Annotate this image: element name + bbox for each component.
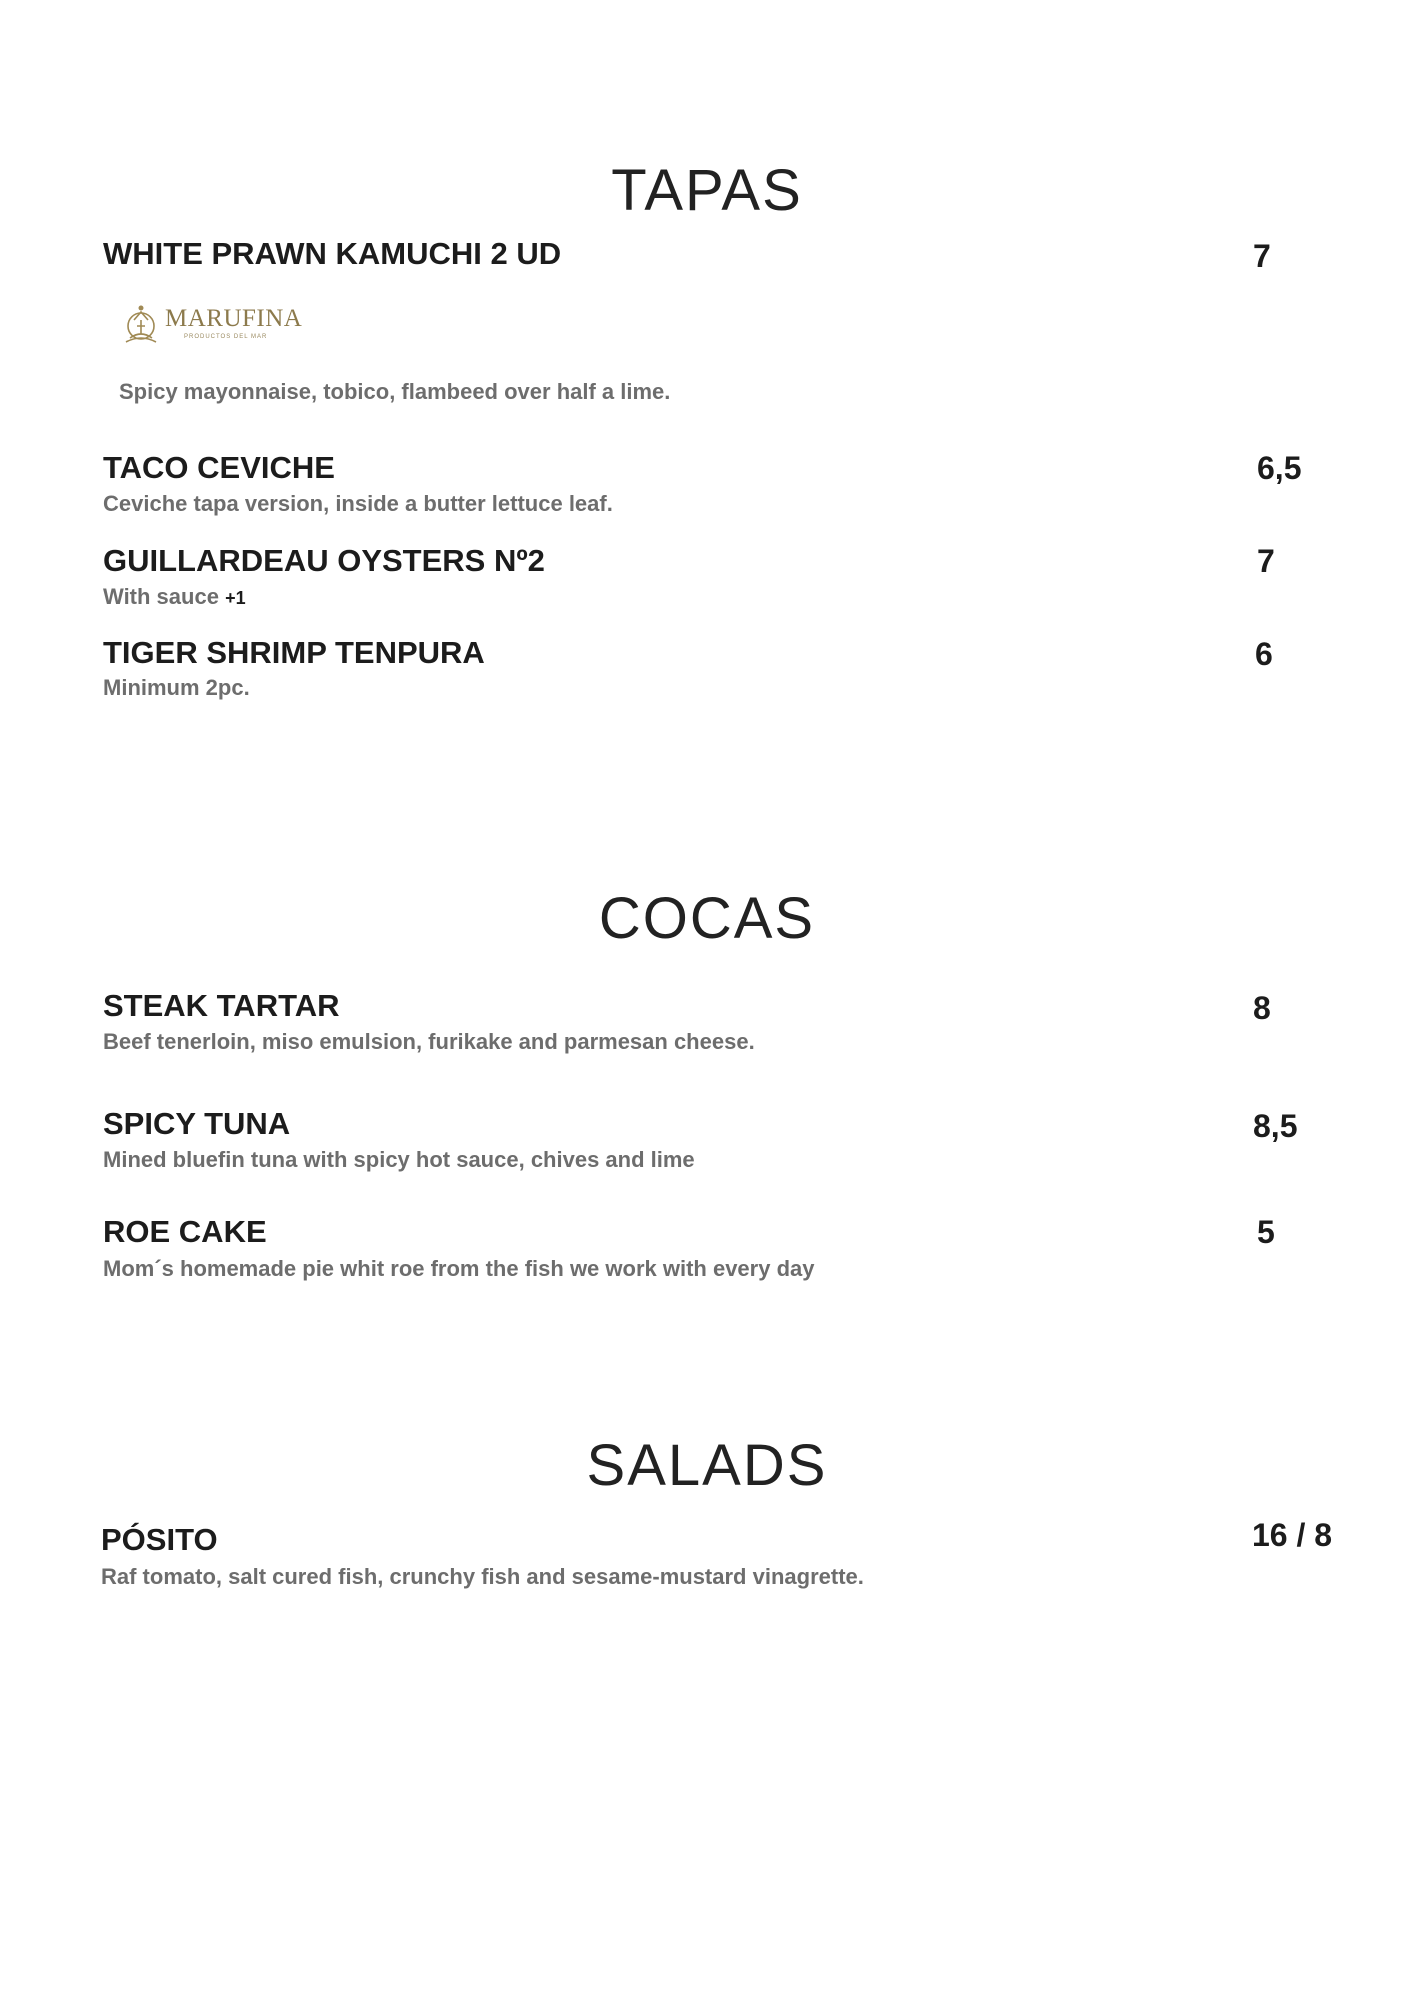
menu-item-description: Mined bluefin tuna with spicy hot sauce, chives and lime bbox=[103, 1147, 695, 1172]
menu-item-name: PÓSITO bbox=[101, 1522, 218, 1557]
menu-item-price: 5 bbox=[1257, 1214, 1275, 1250]
menu-item-price: 6 bbox=[1255, 636, 1273, 672]
menu-item-description: Raf tomato, salt cured fish, crunchy fish and sesame-mustard vinagrette. bbox=[101, 1564, 864, 1589]
menu-item-price: 7 bbox=[1253, 238, 1271, 274]
menu-item-price: 7 bbox=[1257, 543, 1275, 579]
section-title-tapas: TAPAS bbox=[611, 158, 803, 223]
extra-charge: +1 bbox=[225, 588, 246, 608]
menu-item-price: 8 bbox=[1253, 990, 1271, 1026]
menu-item-description: Minimum 2pc. bbox=[103, 675, 250, 700]
section-title-cocas: COCAS bbox=[598, 886, 816, 951]
menu-item-name: GUILLARDEAU OYSTERS Nº2 bbox=[103, 543, 545, 578]
menu-item-description bbox=[103, 586, 246, 608]
section-title-salads: SALADS bbox=[586, 1433, 828, 1498]
menu-item-name: TACO CEVICHE bbox=[103, 450, 335, 485]
menu-item-price: 6,5 bbox=[1257, 450, 1302, 486]
menu-item-description: Ceviche tapa version, inside a butter lettuce leaf. bbox=[103, 491, 613, 516]
menu-item-price: 16 / 8 bbox=[1252, 1517, 1333, 1553]
logo-name: MARUFINA bbox=[165, 305, 303, 332]
menu-item-description: Beef tenerloin, miso emulsion, furikake and parmesan cheese. bbox=[103, 1029, 755, 1054]
menu-item-description: Spicy mayonnaise, tobico, flambeed over half a lime. bbox=[119, 379, 671, 404]
description-text: With sauce bbox=[103, 584, 219, 609]
logo-tagline: PRODUCTOS DEL MAR bbox=[184, 334, 268, 340]
menu-item-name: STEAK TARTAR bbox=[103, 988, 340, 1023]
menu-item-name: WHITE PRAWN KAMUCHI 2 UD bbox=[103, 236, 562, 271]
menu-item-name: ROE CAKE bbox=[103, 1214, 267, 1249]
menu-item-name: SPICY TUNA bbox=[103, 1106, 291, 1141]
menu-item-description: Mom´s homemade pie whit roe from the fish we work with every day bbox=[103, 1256, 815, 1281]
menu-item-price: 8,5 bbox=[1253, 1108, 1298, 1144]
marufina-emblem-icon bbox=[118, 300, 164, 348]
menu-item-name: TIGER SHRIMP TENPURA bbox=[103, 635, 485, 670]
marufina-logo bbox=[118, 296, 303, 352]
